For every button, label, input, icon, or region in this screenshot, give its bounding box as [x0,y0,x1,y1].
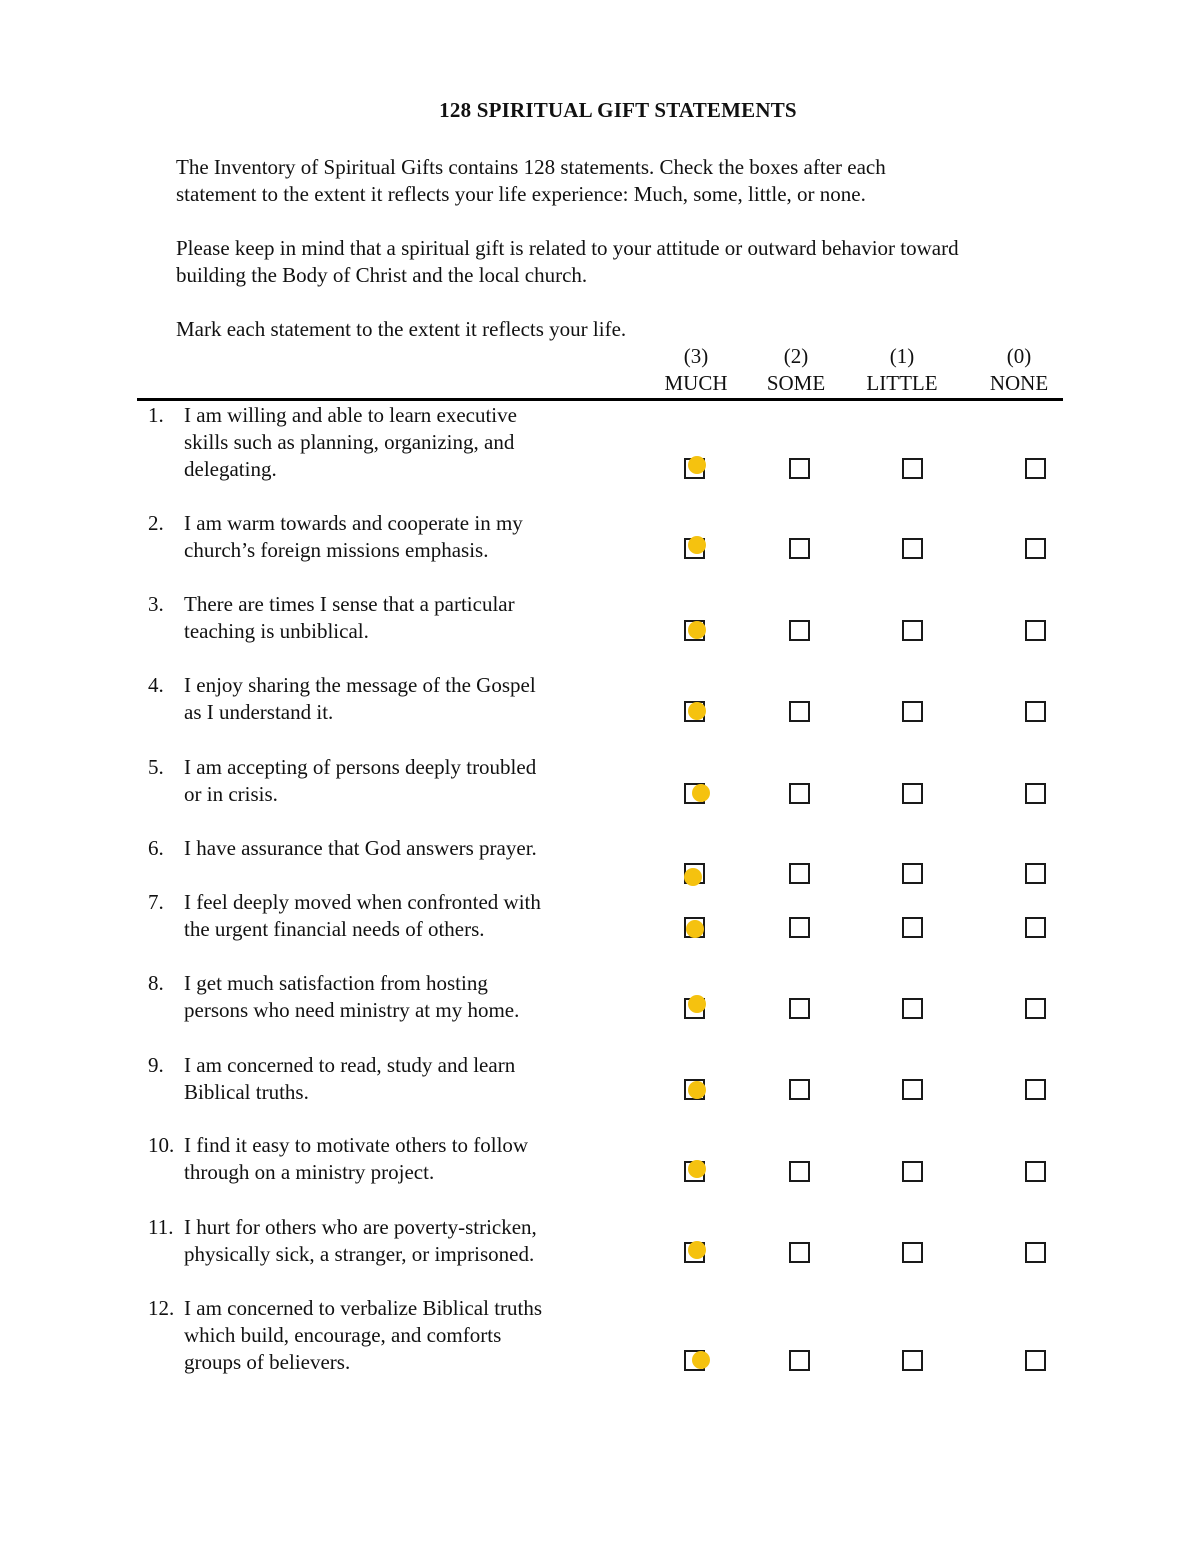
statement-line: I have assurance that God answers prayer. [184,836,537,860]
page-title: 128 SPIRITUAL GIFT STATEMENTS [439,98,797,122]
checkbox-little[interactable] [902,863,923,884]
statement-line: skills such as planning, organizing, and [184,430,515,454]
column-label: LITTLE [866,371,938,395]
statement-number: 3. [148,592,164,616]
statement-item [148,672,608,726]
reminder-line: Please keep in mind that a spiritual gift is related to your attitude or outward behavior toward [176,236,959,260]
statement-line: which build, encourage, and comforts [184,1323,502,1347]
selection-marker-icon [688,1160,706,1178]
selection-marker-icon [692,1351,710,1369]
statement-item [148,1132,608,1186]
selection-marker-icon [688,995,706,1013]
statement-item [148,889,608,943]
statement-item [148,1295,608,1376]
checkbox-some[interactable] [789,458,810,479]
column-score: (1) [889,344,915,368]
statement-number: 11. [148,1215,174,1239]
checkbox-none[interactable] [1025,783,1046,804]
checkbox-some[interactable] [789,863,810,884]
statement-number: 6. [148,836,164,860]
statement-line: I get much satisfaction from hosting [184,971,488,995]
column-score: (2) [783,344,809,368]
statement-item [148,754,608,808]
checkbox-little[interactable] [902,1350,923,1371]
statement-line: groups of believers. [184,1350,351,1374]
statement-number: 1. [148,403,164,427]
statement-line: teaching is unbiblical. [184,619,369,643]
checkbox-none[interactable] [1025,1350,1046,1371]
statement-text [184,591,614,645]
reminder-line: building the Body of Christ and the local church. [176,263,588,287]
checkbox-none[interactable] [1025,863,1046,884]
column-header-little [847,343,957,397]
checkbox-little[interactable] [902,701,923,722]
statement-item [148,1214,608,1268]
statement-text [184,1052,614,1106]
checkbox-some[interactable] [789,917,810,938]
column-score: (3) [683,344,709,368]
checkbox-some[interactable] [789,701,810,722]
statement-line: persons who need ministry at my home. [184,998,520,1022]
statement-number: 4. [148,673,164,697]
checkbox-little[interactable] [902,538,923,559]
statement-text [184,835,614,862]
checkbox-little[interactable] [902,998,923,1019]
statement-item [148,402,608,483]
checkbox-some[interactable] [789,1079,810,1100]
statement-line: I enjoy sharing the message of the Gospel [184,673,536,697]
statement-text [184,510,614,564]
statement-line: the urgent financial needs of others. [184,917,485,941]
intro-paragraph [176,154,1076,208]
statement-line: I am warm towards and cooperate in my [184,511,523,535]
checkbox-some[interactable] [789,998,810,1019]
statement-line: I am accepting of persons deeply troubled [184,755,537,779]
statement-number: 10. [148,1133,175,1157]
statement-line: I am willing and able to learn executive [184,403,517,427]
statement-line: Biblical truths. [184,1080,309,1104]
selection-marker-icon [688,702,706,720]
statement-item [148,835,608,862]
checkbox-some[interactable] [789,1350,810,1371]
checkbox-little[interactable] [902,1079,923,1100]
checkbox-some[interactable] [789,783,810,804]
checkbox-none[interactable] [1025,538,1046,559]
column-header-none [964,343,1074,397]
statement-text [184,672,614,726]
selection-marker-icon [684,868,702,886]
statement-number: 2. [148,511,164,535]
statement-text [184,889,614,943]
checkbox-none[interactable] [1025,701,1046,722]
statement-line: through on a ministry project. [184,1160,435,1184]
intro-line: statement to the extent it reflects your life experience: Much, some, little, or none. [176,182,866,206]
checkbox-little[interactable] [902,1161,923,1182]
statement-line: I am concerned to read, study and learn [184,1053,516,1077]
selection-marker-icon [688,621,706,639]
statement-number: 8. [148,971,164,995]
header-divider [137,398,1063,401]
column-header-much [641,343,751,397]
column-label: SOME [766,371,826,395]
checkbox-little[interactable] [902,620,923,641]
checkbox-none[interactable] [1025,1079,1046,1100]
statement-line: church’s foreign missions emphasis. [184,538,489,562]
statement-line: There are times I sense that a particular [184,592,515,616]
statement-number: 5. [148,755,164,779]
checkbox-little[interactable] [902,458,923,479]
checkbox-some[interactable] [789,538,810,559]
statement-text [184,1295,614,1376]
checkbox-little[interactable] [902,783,923,804]
statement-line: delegating. [184,457,277,481]
statement-line: or in crisis. [184,782,278,806]
statement-item [148,1052,608,1106]
statement-line: I find it easy to motivate others to follow [184,1133,529,1157]
column-label: NONE [989,371,1049,395]
statement-line: I feel deeply moved when confronted with [184,890,541,914]
selection-marker-icon [688,1081,706,1099]
instruction-text: Mark each statement to the extent it reflects your life. [176,317,627,341]
checkbox-little[interactable] [902,917,923,938]
statement-item [148,591,608,645]
statement-line: I am concerned to verbalize Biblical truths [184,1296,543,1320]
statement-text [184,970,614,1024]
reminder-paragraph [176,235,1076,289]
column-label: MUCH [664,371,728,395]
checkbox-none[interactable] [1025,998,1046,1019]
statement-item [148,970,608,1024]
statement-line: I hurt for others who are poverty-stricken, [184,1215,537,1239]
selection-marker-icon [692,784,710,802]
selection-marker-icon [688,456,706,474]
checkbox-none[interactable] [1025,620,1046,641]
checkbox-little[interactable] [902,1242,923,1263]
statement-text [184,1214,614,1268]
statement-text [184,1132,614,1186]
checkbox-none[interactable] [1025,458,1046,479]
column-score: (0) [1006,344,1032,368]
checkbox-some[interactable] [789,620,810,641]
statement-text [184,402,614,483]
checkbox-none[interactable] [1025,1161,1046,1182]
checkbox-some[interactable] [789,1242,810,1263]
checkbox-none[interactable] [1025,917,1046,938]
intro-line: The Inventory of Spiritual Gifts contains 128 statements. Check the boxes after each [176,155,886,179]
statement-item [148,510,608,564]
statement-line: physically sick, a stranger, or imprisoned. [184,1242,535,1266]
checkbox-none[interactable] [1025,1242,1046,1263]
statement-number: 9. [148,1053,164,1077]
statement-number: 12. [148,1296,175,1320]
statement-number: 7. [148,890,164,914]
statement-line: as I understand it. [184,700,334,724]
selection-marker-icon [688,1241,706,1259]
selection-marker-icon [688,536,706,554]
checkbox-some[interactable] [789,1161,810,1182]
selection-marker-icon [686,920,704,938]
column-header-some [741,343,851,397]
statement-text [184,754,614,808]
